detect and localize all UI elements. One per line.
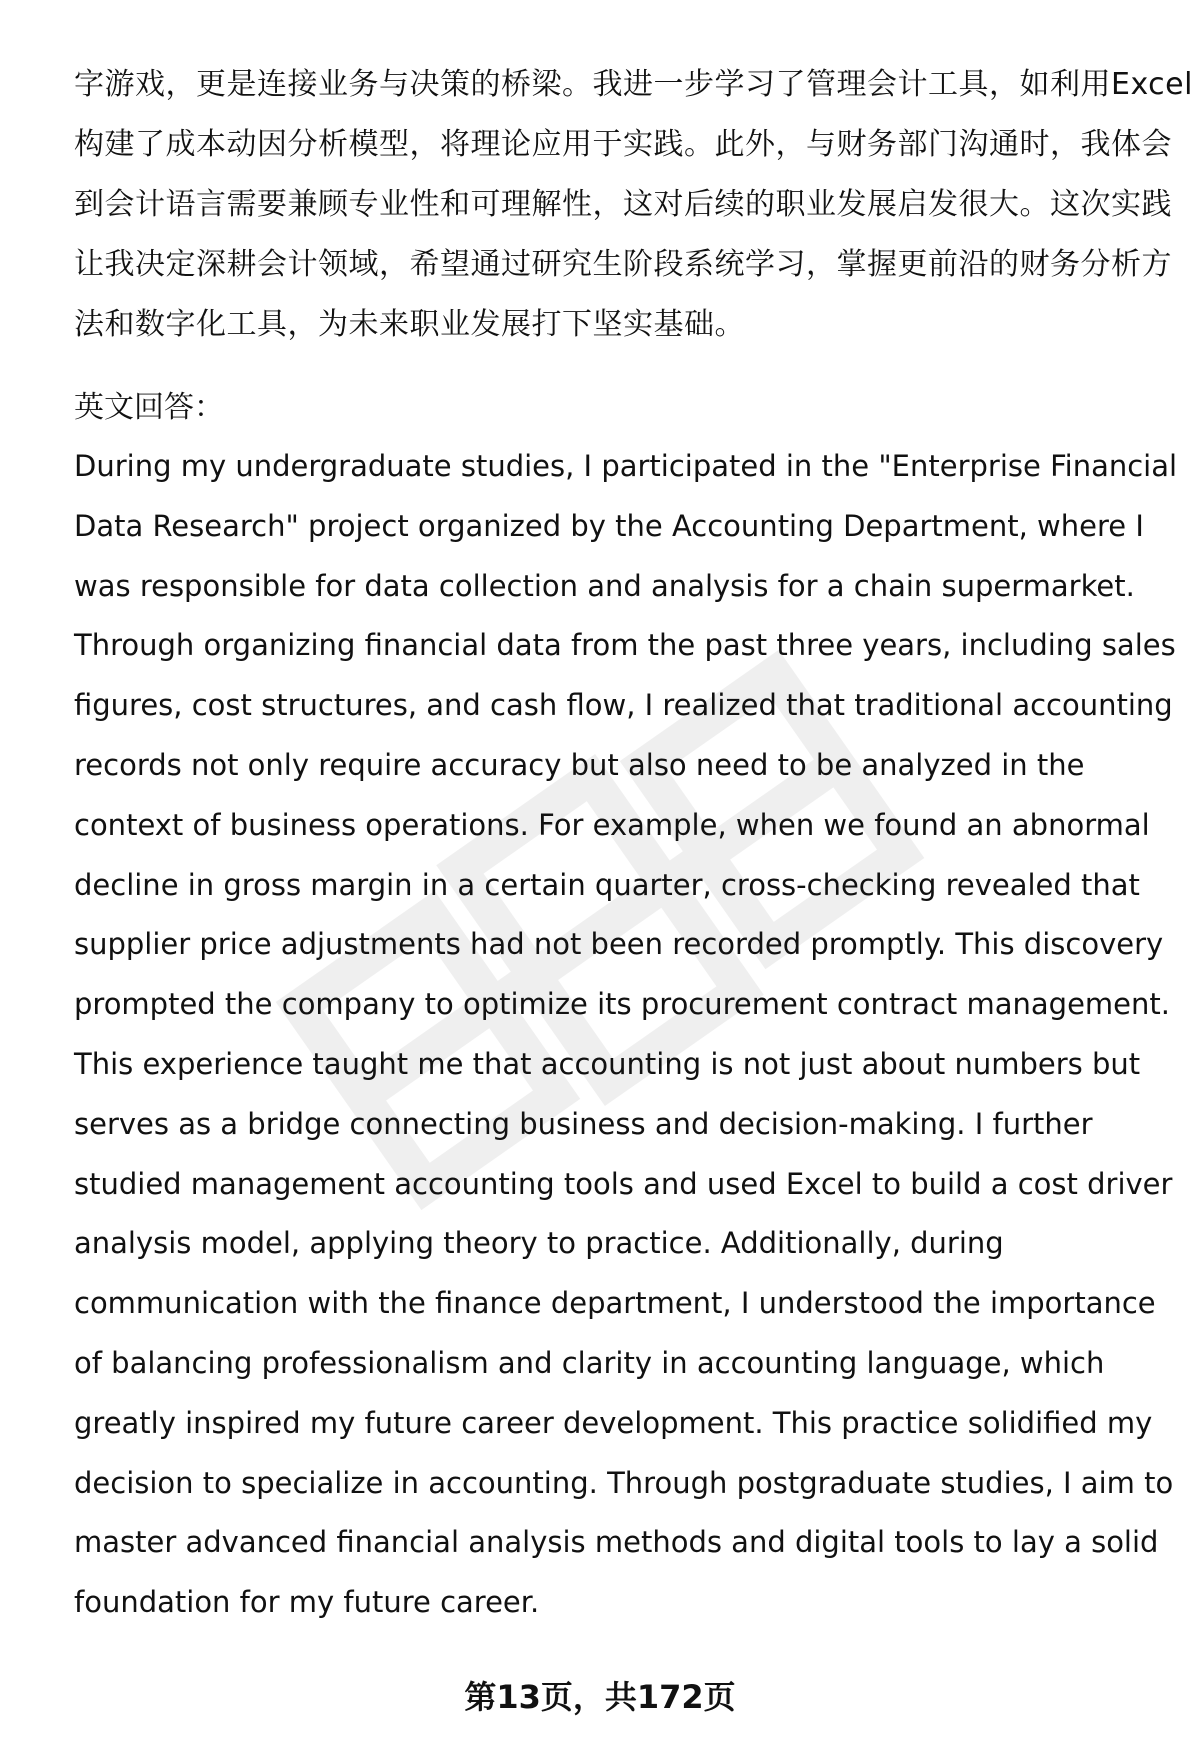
text-line: 法和数字化工具，为未来职业发展打下坚实基础。 [74, 307, 745, 342]
text-line: decline in gross margin in a certain quarter, cross-checking revealed that [74, 867, 1140, 902]
text-line: master advanced financial analysis methods and digital tools to lay a solid [74, 1525, 1159, 1560]
text-line: studied management accounting tools and used Excel to build a cost driver [74, 1166, 1173, 1201]
text-line: 到会计语言需要兼顾专业性和可理解性，这对后续的职业发展启发很大。这次实践 [74, 187, 1172, 222]
text-line: 构建了成本动因分析模型，将理论应用于实践。此外，与财务部门沟通时，我体会 [74, 127, 1172, 162]
text-line: Data Research" project organized by the Accounting Department, where I [74, 508, 1144, 543]
text-line: foundation for my future career. [74, 1585, 540, 1620]
text-line: communication with the finance department, I understood the importance [74, 1286, 1156, 1321]
text-line: supplier price adjustments had not been recorded promptly. This discovery [74, 927, 1164, 962]
text-line: 让我决定深耕会计领域，希望通过研究生阶段系统学习，掌握更前沿的财务分析方 [74, 247, 1172, 282]
text-line: decision to specialize in accounting. Through postgraduate studies, I aim to [74, 1465, 1174, 1500]
english-paragraph [74, 437, 1178, 1633]
text-line: analysis model, applying theory to practice. Additionally, during [74, 1226, 1004, 1261]
text-line: serves as a bridge connecting business and decision-making. I further [74, 1106, 1093, 1141]
text-line: Through organizing financial data from the past three years, including sales [74, 628, 1176, 663]
section-heading: 英文回答： [74, 390, 224, 425]
text-line: context of business operations. For example, when we found an abnormal [74, 807, 1150, 842]
text-line: of balancing professionalism and clarity in accounting language, which [74, 1345, 1105, 1380]
text-line: prompted the company to optimize its procurement contract management. [74, 987, 1170, 1022]
text-line: records not only require accuracy but also need to be analyzed in the [74, 747, 1085, 782]
page-number: 第13页，共172页 [464, 1678, 736, 1716]
text-line: This experience taught me that accounting is not just about numbers but [74, 1046, 1141, 1081]
text-line: greatly inspired my future career development. This practice solidified my [74, 1405, 1153, 1440]
text-line: figures, cost structures, and cash flow, I realized that traditional accounting [74, 688, 1173, 723]
chinese-paragraph [74, 55, 1193, 355]
text-line: 字游戏，更是连接业务与决策的桥梁。我进一步学习了管理会计工具，如利用Excel [74, 67, 1193, 102]
text-line: was responsible for data collection and analysis for a chain supermarket. [74, 568, 1135, 603]
text-line: During my undergraduate studies, I participated in the "Enterprise Financial [74, 449, 1178, 483]
